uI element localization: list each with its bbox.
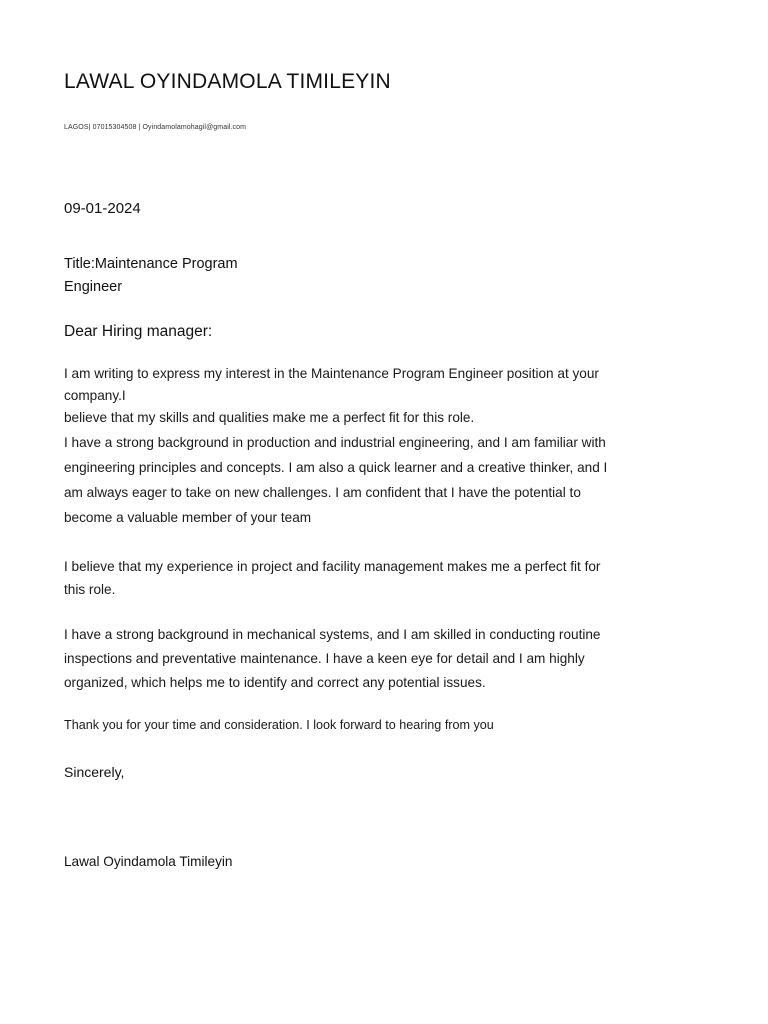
job-title-block bbox=[64, 253, 238, 299]
paragraph-line: I have a strong background in production and industrial engineering, and I am familiar with bbox=[64, 435, 606, 450]
paragraph-line: company.I bbox=[64, 388, 126, 403]
paragraph-line: inspections and preventative maintenance. I have a keen eye for detail and I am highly bbox=[64, 651, 585, 666]
thank-you-line: Thank you for your time and consideration. I look forward to hearing from you bbox=[64, 718, 494, 732]
paragraph-line: this role. bbox=[64, 582, 116, 597]
job-title-line: Engineer bbox=[64, 279, 123, 295]
paragraph-line: I believe that my experience in project and facility management makes me a perfect fit for bbox=[64, 559, 601, 574]
signature-name: Lawal Oyindamola Timileyin bbox=[64, 854, 233, 869]
paragraph-line: I have a strong background in mechanical systems, and I am skilled in conducting routine bbox=[64, 627, 601, 642]
paragraph-line: engineering principles and concepts. I am also a quick learner and a creative thinker, and I bbox=[64, 460, 608, 475]
job-title-line: Title:Maintenance Program bbox=[64, 256, 238, 272]
paragraph-line: become a valuable member of your team bbox=[64, 510, 312, 525]
paragraph-line: am always eager to take on new challenges. I am confident that I have the potential to bbox=[64, 485, 581, 500]
paragraph-line: organized, which helps me to identify and correct any potential issues. bbox=[64, 675, 486, 690]
paragraph-intro bbox=[64, 363, 654, 429]
applicant-name: LAWAL OYINDAMOLA TIMILEYIN bbox=[64, 70, 391, 93]
paragraph-skills bbox=[64, 623, 654, 695]
closing-line: Sincerely, bbox=[64, 764, 125, 780]
paragraph-experience bbox=[64, 555, 654, 601]
paragraph-line: believe that my skills and qualities make me a perfect fit for this role. bbox=[64, 410, 475, 425]
paragraph-background bbox=[64, 430, 654, 530]
letter-date: 09-01-2024 bbox=[64, 200, 141, 217]
contact-line: LAGOS| 07015304508 | Oyindamolamohagil@gmail.com bbox=[64, 124, 247, 131]
paragraph-line: I am writing to express my interest in the Maintenance Program Engineer position at your bbox=[64, 366, 599, 381]
salutation: Dear Hiring manager: bbox=[64, 323, 213, 340]
